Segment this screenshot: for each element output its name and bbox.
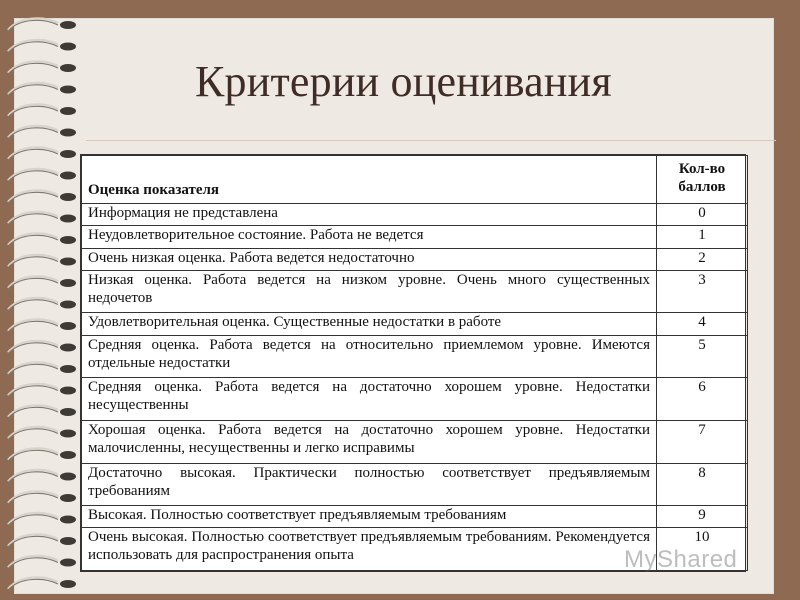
- table-row: [82, 506, 748, 528]
- row-description: Очень низкая оценка. Работа ведется недостаточно: [82, 248, 657, 270]
- row-score: 10: [657, 528, 748, 571]
- page-title: Критерии оценивания: [195, 57, 612, 106]
- row-score: 8: [657, 463, 748, 506]
- column-header-assessment: Оценка показателя: [82, 156, 657, 204]
- row-score: 3: [657, 270, 748, 313]
- row-description: Высокая. Полностью соответствует предъявляемым требованиям: [82, 506, 657, 528]
- row-description: Достаточно высокая. Практически полностью соответствует предъявляемым требованиям: [82, 463, 657, 506]
- table-row: [82, 204, 748, 226]
- table-row: [82, 270, 748, 313]
- table-row: [82, 335, 748, 378]
- row-score: 7: [657, 420, 748, 463]
- watermark-logo: MyShared: [624, 546, 738, 573]
- row-score: 2: [657, 248, 748, 270]
- table-row: [82, 313, 748, 335]
- row-description: Удовлетворительная оценка. Существенные недостатки в работе: [82, 313, 657, 335]
- table-header-row: [82, 156, 748, 204]
- row-score: 0: [657, 204, 748, 226]
- row-description: Низкая оценка. Работа ведется на низком уровне. Очень много существенных недочетов: [82, 270, 657, 313]
- table-row: [82, 226, 748, 248]
- row-description: Информация не представлена: [82, 204, 657, 226]
- column-header-points: Кол-во баллов: [657, 156, 748, 204]
- spiral-binding-icon: [0, 6, 90, 596]
- row-score: 5: [657, 335, 748, 378]
- row-description: Очень высокая. Полностью соответствует предъявляемым требованиям. Рекомендуется использовать для распространения опыта: [82, 528, 657, 571]
- row-score: 6: [657, 378, 748, 421]
- criteria-table-container: [80, 154, 746, 572]
- criteria-table: [81, 155, 748, 571]
- table-row: [82, 248, 748, 270]
- row-description: Средняя оценка. Работа ведется на относительно приемлемом уровне. Имеются отдельные недостатки: [82, 335, 657, 378]
- table-row: [82, 463, 748, 506]
- row-description: Средняя оценка. Работа ведется на достаточно хорошем уровне. Недостатки несущественны: [82, 378, 657, 421]
- row-description: Неудовлетворительное состояние. Работа не ведется: [82, 226, 657, 248]
- row-score: 1: [657, 226, 748, 248]
- title-divider: [86, 140, 776, 141]
- row-description: Хорошая оценка. Работа ведется на достаточно хорошем уровне. Недостатки малочисленны, несущественны и легко исправимы: [82, 420, 657, 463]
- row-score: 9: [657, 506, 748, 528]
- row-score: 4: [657, 313, 748, 335]
- table-row: [82, 420, 748, 463]
- table-row: [82, 378, 748, 421]
